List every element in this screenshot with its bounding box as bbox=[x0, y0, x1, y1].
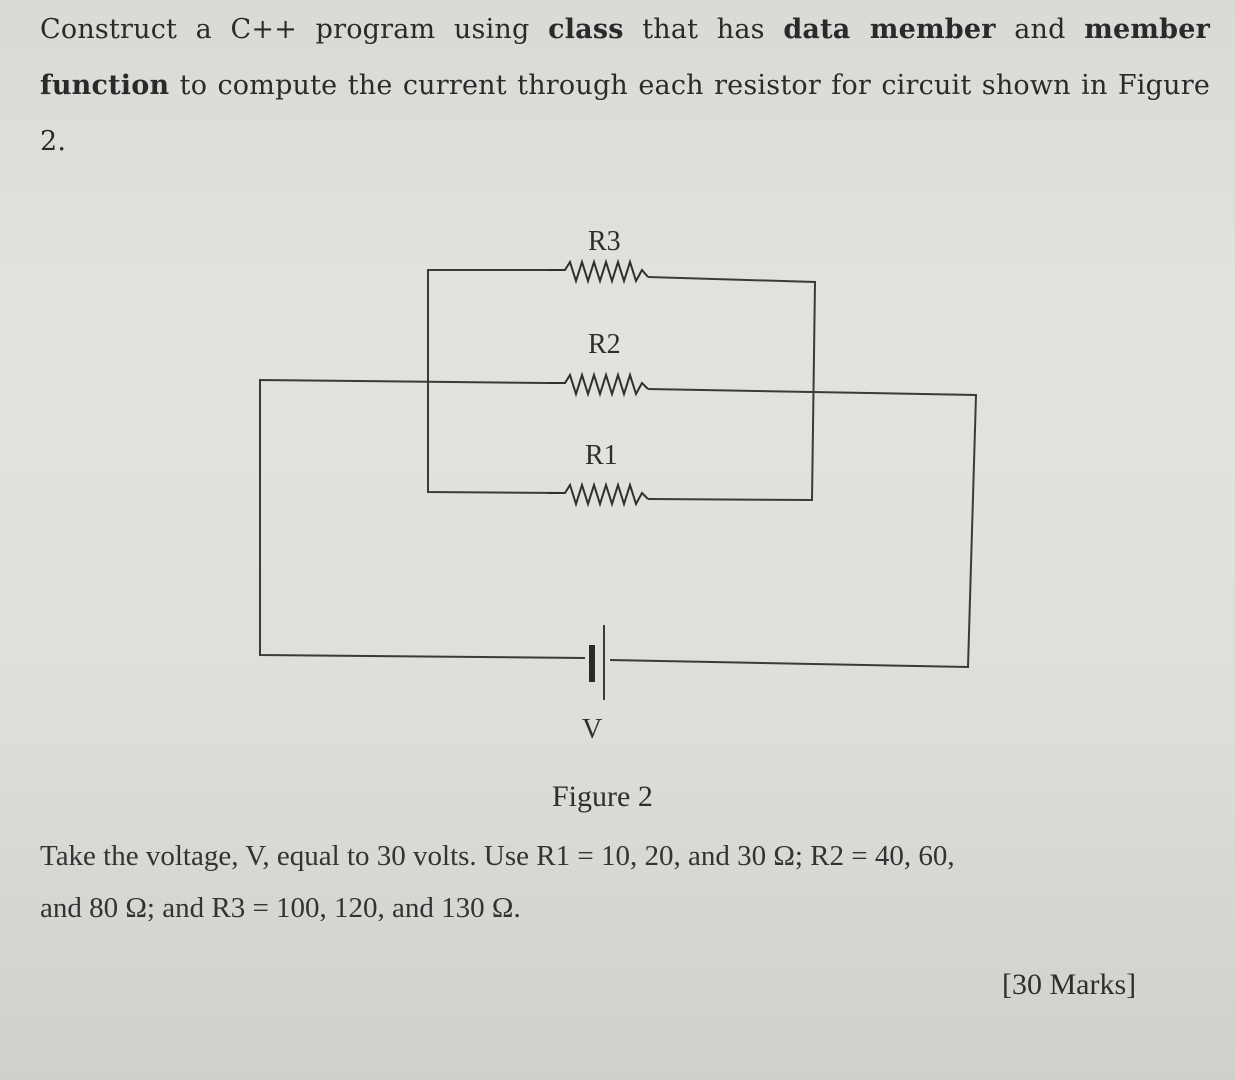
resistor-r2-symbol bbox=[548, 375, 648, 394]
question-keyword-class: class bbox=[548, 14, 624, 45]
given-line-2: and 80 Ω; and R3 = 100, 120, and 130 Ω. bbox=[40, 892, 521, 924]
question-part-5: and bbox=[995, 14, 1085, 45]
battery-symbol bbox=[592, 625, 604, 700]
source-loop bbox=[260, 380, 976, 667]
resistor-r1-symbol bbox=[548, 485, 648, 504]
figure-caption: Figure 2 bbox=[552, 780, 653, 813]
question-keyword-data-member: data member bbox=[783, 14, 996, 45]
question-part-3: that has bbox=[623, 14, 784, 45]
given-line-1: Take the voltage, V, equal to 30 volts. Use R1 = 10, 20, and 30 Ω; R2 = 40, 60, bbox=[40, 840, 955, 872]
label-r3: R3 bbox=[588, 226, 621, 257]
question-part-1: Construct a C++ program using bbox=[40, 14, 549, 45]
label-v: V bbox=[582, 714, 603, 745]
outer-left-wire bbox=[260, 380, 585, 658]
label-r2: R2 bbox=[588, 329, 621, 360]
outer-right-wire bbox=[610, 389, 976, 667]
question-keyword-member-function: member function bbox=[40, 14, 1211, 101]
marks-label: [30 Marks] bbox=[1002, 968, 1137, 1001]
given-values bbox=[40, 830, 1210, 934]
resistor-r3-symbol bbox=[548, 262, 648, 281]
label-r1: R1 bbox=[585, 440, 618, 471]
question-part-7: to compute the current through each resistor for circuit shown in Figure 2. bbox=[40, 70, 1210, 157]
